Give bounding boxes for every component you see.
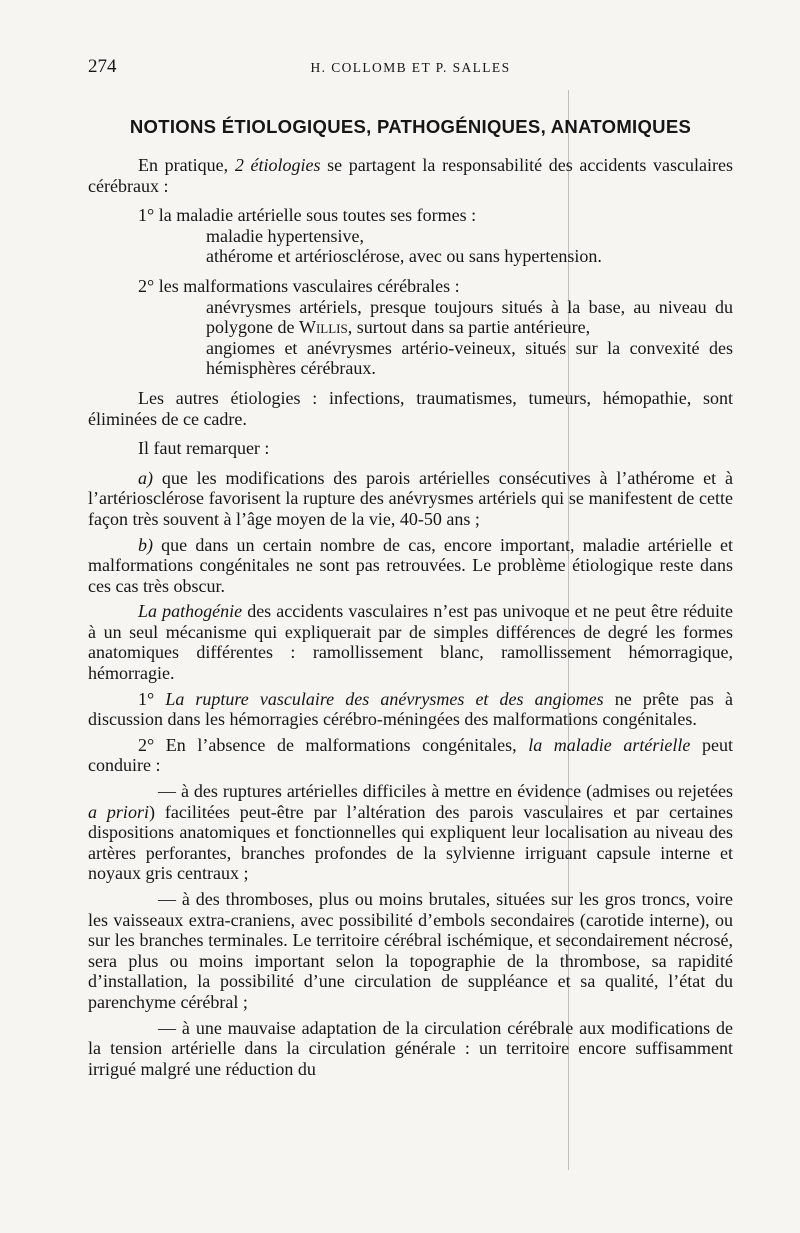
cause-1-sub-1: maladie hypertensive,: [206, 225, 364, 246]
cause-2-sub-2: angiomes et anévrysmes artério-veineux, situés sur la convexité des hémisphères cérébraux.: [206, 337, 733, 379]
point-2: 2° En l’absence de malformations congénitales, la maladie artérielle peut conduire :: [88, 734, 733, 776]
page-header: [88, 56, 733, 86]
cause-2-lead: 2° les malformations vasculaires cérébrales :: [138, 275, 460, 296]
dash-item-2: — à des thromboses, plus ou moins brutales, situées sur les gros troncs, voire les vaisseaux extra-craniens, avec possibilité d’embols secondaires (carotide interne), ou sur les branches terminales. Le territoire cérébral ischémique, et secondairement nécrosé, sera plus ou moins important selon la topographie de la thrombose, sa rapidité d’installation, la possibilité d’une circulation de suppléance et sa qualité, l’état du parenchyme cérébral ;: [88, 889, 733, 1012]
paragraph-intro: En pratique, 2 étiologies se partagent la responsabilité des accidents vasculaires cérébraux :: [88, 155, 733, 196]
paragraph-remark: Il faut remarquer :: [138, 438, 270, 459]
section-title: NOTIONS ÉTIOLOGIQUES, PATHOGÉNIQUES, ANATOMIQUES: [129, 116, 692, 137]
point-1: 1° La rupture vasculaire des anévrysmes et des angiomes ne prête pas à discussion dans les hémorragies cérébro-méningées des malformations congénitales.: [88, 688, 733, 730]
paragraph-pathogenie: La pathogénie des accidents vasculaires n’est pas univoque et ne peut être réduite à un seul mécanisme qui expliquerait par de simples différences de degré les formes anatomiques différentes : ramollissement blanc, ramollissement hémorragique, hémorragie.: [88, 601, 733, 684]
page-number: 274: [88, 56, 117, 77]
cause-1-sub-2: athérome et artériosclérose, avec ou sans hypertension.: [206, 246, 602, 267]
remark-a: a) que les modifications des parois artérielles consécutives à l’athérome et à l’artériosclérose favorisent la rupture des anévrysmes artériels qui se manifestent de cette façon très souvent à l’âge moyen de la vie, 40-50 ans ;: [88, 467, 733, 529]
body-text: [88, 155, 733, 1079]
running-title: H. COLLOMB ET P. SALLES: [310, 60, 511, 75]
cause-1-lead: 1° la maladie artérielle sous toutes ses formes :: [138, 205, 477, 226]
cause-2-sub-1: anévrysmes artériels, presque toujours situés à la base, au niveau du polygone de Willis, surtout dans sa partie antérieure,: [206, 296, 733, 338]
remark-b: b) que dans un certain nombre de cas, encore important, maladie artérielle et malformations congénitales ne sont pas retrouvées. Le problème étiologique reste dans ces cas très obscur.: [88, 534, 733, 596]
dash-item-3: — à une mauvaise adaptation de la circulation cérébrale aux modifications de la tension artérielle dans la circulation générale : un territoire encore suffisamment irrigué malgré une réduction du: [88, 1017, 733, 1079]
dash-item-1: — à des ruptures artérielles difficiles à mettre en évidence (admises ou rejetées a priori) facilitées peut-être par l’altération des parois vasculaires et par certaines dispositions anatomiques et fonctionnelles qui expliquent leur localisation au niveau des artères perforantes, branches profondes de la sylvienne irriguant capsule interne et noyaux gris centraux ;: [88, 781, 734, 884]
paragraph-others: Les autres étiologies : infections, traumatismes, tumeurs, hémopathie, sont éliminées de ce cadre.: [88, 387, 733, 429]
